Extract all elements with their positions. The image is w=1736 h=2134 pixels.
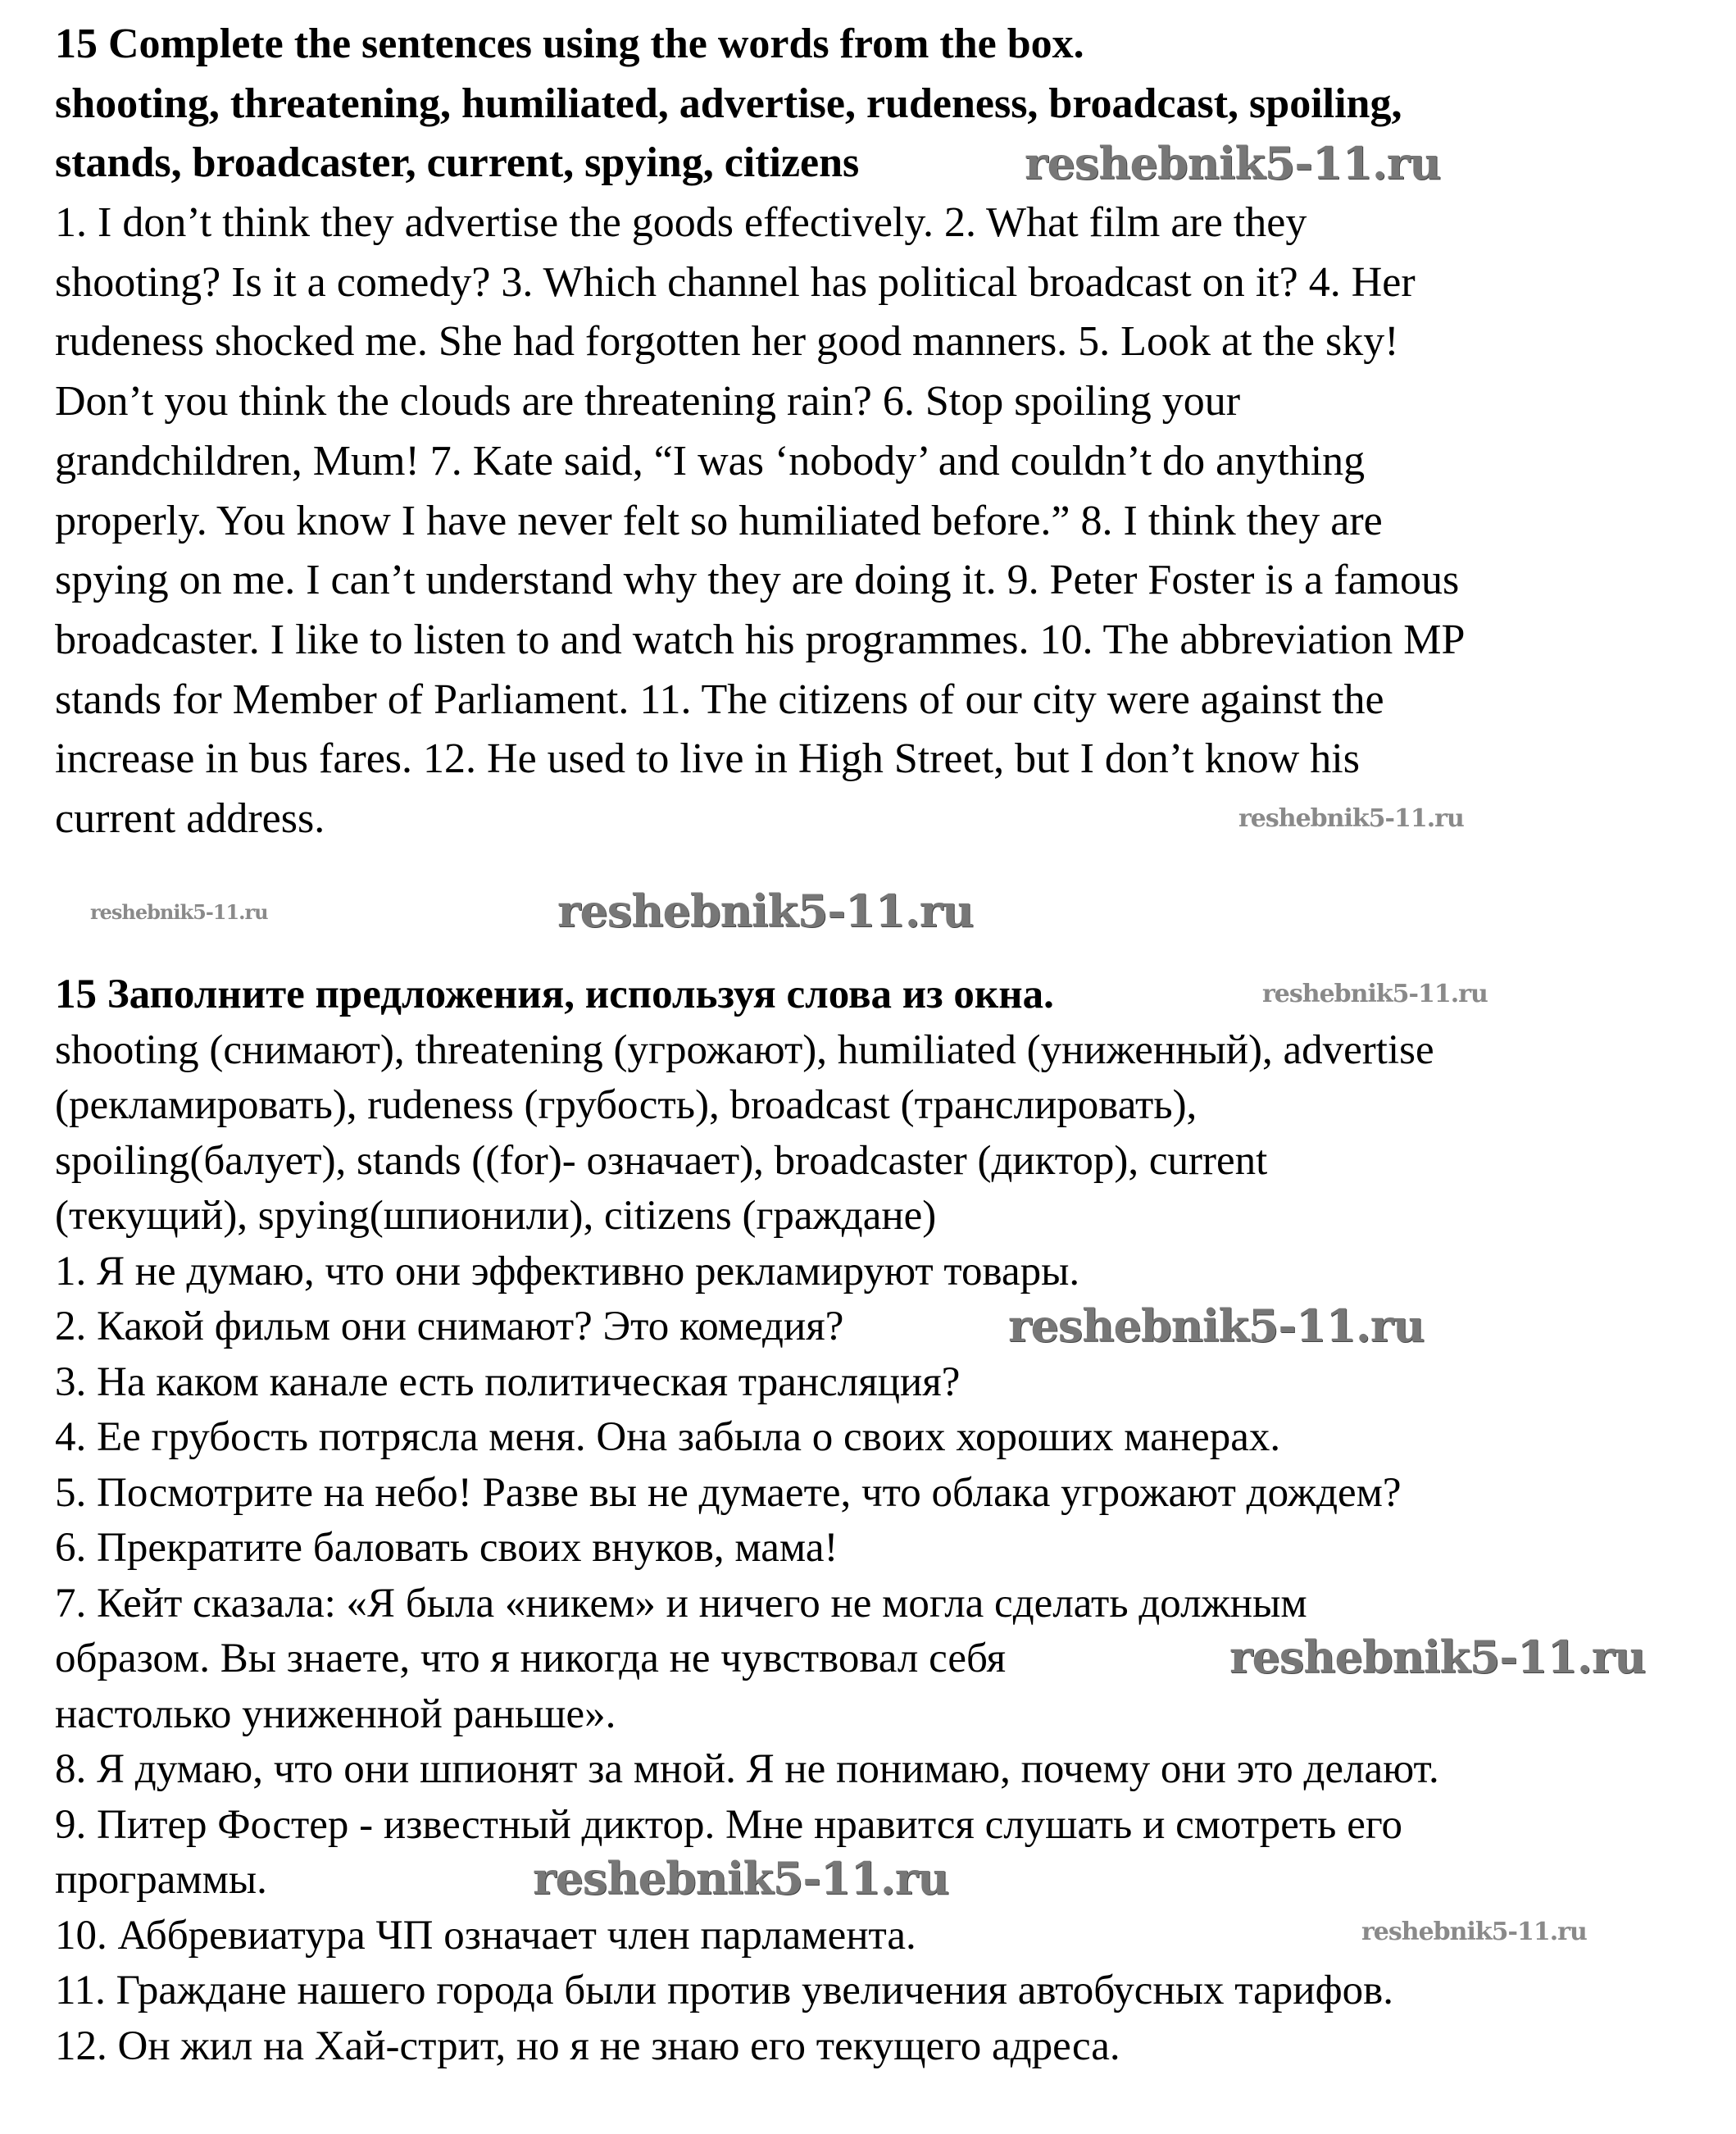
translation-line: 12. Он жил на Хай-стрит, но я не знаю его текущего адреса.	[55, 2023, 1120, 2069]
answer-line: rudeness shocked me. She had forgotten her good manners. 5. Look at the sky!	[55, 318, 1399, 366]
translation-line: 1. Я не думаю, что они эффективно рекламируют товары.	[55, 1248, 1080, 1295]
watermark: reshebnik5-11.ru	[533, 1852, 949, 1904]
answer-line: stands for Member of Parliament. 11. The citizens of our city were against the	[55, 676, 1384, 723]
translation-line: настолько униженной раньше».	[55, 1690, 616, 1737]
exercise-heading: 15 Complete the sentences using the words from the box.	[55, 20, 1084, 67]
translation-line: shooting (снимают), threatening (угрожают), humiliated (униженный), advertise	[55, 1026, 1434, 1073]
answer-line: 1. I don’t think they advertise the goods effectively. 2. What film are they	[55, 199, 1307, 247]
answer-line: broadcaster. I like to listen to and watch his programmes. 10. The abbreviation MP	[55, 616, 1466, 663]
answer-line: grandchildren, Mum! 7. Kate said, “I was ‘nobody’ and couldn’t do anything	[55, 437, 1366, 485]
watermark: reshebnik5-11.ru	[1229, 1631, 1646, 1683]
watermark: reshebnik5-11.ru	[1238, 804, 1464, 833]
translation-line: 7. Кейт сказала: «Я была «никем» и ничего не могла сделать должным	[55, 1580, 1307, 1627]
translation-line: 8. Я думаю, что они шпионят за мной. Я не понимаю, почему они это делают.	[55, 1746, 1439, 1792]
answer-line: Don’t you think the clouds are threatening rain? 6. Stop spoiling your	[55, 378, 1241, 425]
watermark: reshebnik5-11.ru	[1025, 137, 1441, 189]
translation-line: (текущий), spying(шпионили), citizens (граждане)	[55, 1193, 937, 1239]
translation-line: 4. Ее грубость потрясла меня. Она забыла о своих хороших манерах.	[55, 1414, 1281, 1460]
translation-line: spoiling(балует), stands ((for)- означает), broadcaster (диктор), current	[55, 1137, 1268, 1184]
translation-line: 3. На каком канале есть политическая трансляция?	[55, 1358, 961, 1405]
translation-line: 5. Посмотрите на небо! Разве вы не думаете, что облака угрожают дождем?	[55, 1469, 1402, 1516]
translation-line: 6. Прекратите баловать своих внуков, мама!	[55, 1525, 838, 1571]
watermark: reshebnik5-11.ru	[1361, 1918, 1587, 1946]
exercise-heading-ru: 15 Заполните предложения, используя слова из окна.	[55, 971, 1054, 1017]
answer-line: spying on me. I can’t understand why they are doing it. 9. Peter Foster is a famous	[55, 557, 1460, 604]
translation-line: 11. Граждане нашего города были против увеличения автобусных тарифов.	[55, 1968, 1393, 2013]
watermark: reshebnik5-11.ru	[90, 900, 268, 924]
answer-line: shooting? Is it a comedy? 3. Which channel has political broadcast on it? 4. Her	[55, 258, 1416, 306]
watermark: reshebnik5-11.ru	[1262, 980, 1488, 1008]
translation-line: 2. Какой фильм они снимают? Это комедия?	[55, 1304, 844, 1349]
translation-line: (рекламировать), rudeness (грубость), broadcast (транслировать),	[55, 1082, 1197, 1128]
answer-line: current address.	[55, 794, 325, 842]
translation-line: 9. Питер Фостер - известный диктор. Мне нравится слушать и смотреть его	[55, 1801, 1402, 1848]
watermark: reshebnik5-11.ru	[557, 885, 974, 937]
watermark: reshebnik5-11.ru	[1008, 1299, 1425, 1352]
answer-line: increase in bus fares. 12. He used to live in High Street, but I don’t know his	[55, 735, 1360, 783]
word-box-line: shooting, threatening, humiliated, advertise, rudeness, broadcast, spoiling,	[55, 80, 1402, 127]
translation-line: 10. Аббревиатура ЧП означает член парламента.	[55, 1912, 916, 1959]
translation-line: программы.	[55, 1857, 267, 1903]
translation-line: образом. Вы знаете, что я никогда не чувствовал себя	[55, 1636, 1007, 1681]
answer-line: properly. You know I have never felt so humiliated before.” 8. I think they are	[55, 497, 1383, 544]
word-box-line: stands, broadcaster, current, spying, citizens	[55, 139, 860, 187]
russian-section	[55, 967, 1439, 2074]
